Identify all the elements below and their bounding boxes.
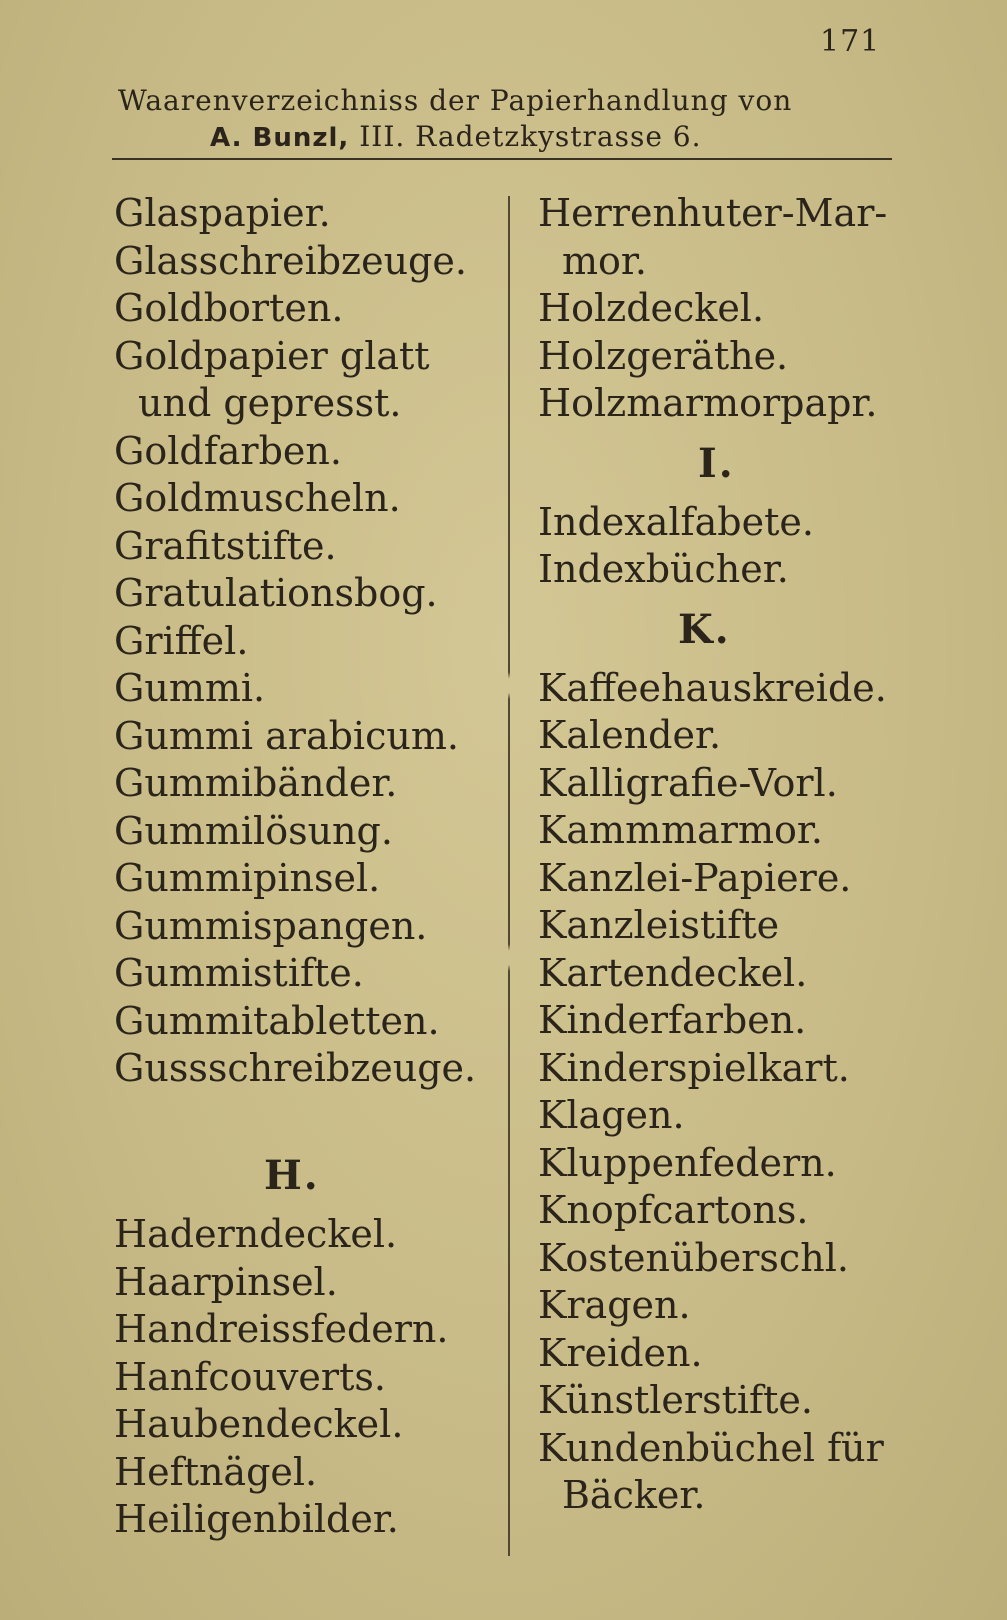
list-item: Goldfarben. [114, 428, 342, 473]
spacer [114, 1093, 476, 1141]
list-item: Grafitstifte. [114, 523, 337, 568]
list-item: Kostenüberschl. [538, 1235, 849, 1280]
list-item: Kartendeckel. [538, 950, 808, 995]
list-item: Kundenbüchel für [538, 1425, 884, 1470]
column-divider [508, 196, 510, 1556]
list-item: Heiligenbilder. [114, 1497, 399, 1541]
list-item: Gummi arabicum. [114, 713, 459, 758]
list-item: Kanzleistifte [538, 903, 780, 947]
list-item: Gummibänder. [114, 761, 398, 805]
list-item: Indexbücher. [538, 547, 789, 591]
header-rule [112, 158, 892, 160]
list-item: Kanzlei-Papiere. [538, 855, 852, 900]
page-number: 171 [820, 24, 881, 59]
list-item: Glaspapier. [114, 191, 331, 235]
list-item: Kaffeehauskreide. [538, 665, 887, 710]
list-item: Griffel. [114, 618, 249, 663]
list-item: Hanfcouverts. [114, 1354, 386, 1399]
section-heading-k: K. [678, 605, 731, 653]
list-item: Künstlerstifte. [538, 1378, 813, 1422]
list-item: Kluppenfedern. [538, 1140, 837, 1185]
list-item: Haubendeckel. [114, 1402, 404, 1446]
section-heading-h: H. [264, 1152, 320, 1199]
header-address [210, 120, 702, 153]
list-item: Gummi. [114, 666, 266, 710]
list-item: Kalender. [538, 713, 722, 757]
list-item: Haarpinsel. [114, 1259, 338, 1304]
right-column [538, 190, 887, 1520]
list-item: Holzgeräthe. [538, 333, 789, 378]
section-heading-i: I. [698, 439, 735, 487]
list-item: Gratulationsbog. [114, 571, 438, 615]
header-street: III. Radetzkystrasse 6. [359, 120, 702, 153]
left-column [114, 190, 476, 1544]
list-item: Kreiden. [538, 1330, 703, 1375]
list-item: Kragen. [538, 1283, 691, 1327]
list-item: Gussschreibzeuge. [114, 1046, 477, 1090]
list-item: Gummistifte. [114, 951, 364, 995]
list-item: Holzdeckel. [538, 286, 765, 330]
list-item: Kammmarmor. [538, 808, 823, 852]
list-item: Holzmarmorpapr. [538, 381, 878, 425]
list-item: Herrenhuter-Mar- [538, 191, 888, 235]
list-item: Glasschreibzeuge. [114, 238, 467, 283]
list-item: Gummipinsel. [114, 856, 381, 900]
header-proprietor: A. Bunzl, [210, 123, 350, 153]
list-item: Heftnägel. [114, 1449, 318, 1494]
list-item: Kalligrafie-Vorl. [538, 760, 838, 805]
list-item: und gepresst. [138, 381, 402, 425]
list-item: Goldmuscheln. [114, 476, 401, 520]
list-item: Gummilösung. [114, 808, 393, 853]
list-item: Handreissfedern. [114, 1307, 449, 1351]
list-item: Kinderfarben. [538, 998, 807, 1042]
list-item: Goldborten. [114, 286, 344, 330]
list-item: Knopfcartons. [538, 1188, 809, 1232]
list-item: mor. [562, 238, 647, 283]
list-item: Indexalfabete. [538, 499, 814, 544]
list-item: Gummitabletten. [114, 998, 440, 1043]
list-item: Bäcker. [562, 1473, 706, 1517]
list-item: Gummispangen. [114, 903, 428, 948]
header-title: Waarenverzeichniss der Papierhandlung von [118, 84, 793, 117]
list-item: Haderndeckel. [114, 1212, 398, 1256]
list-item: Klagen. [538, 1093, 685, 1137]
list-item: Goldpapier glatt [114, 333, 430, 378]
list-item: Kinderspielkart. [538, 1045, 850, 1090]
